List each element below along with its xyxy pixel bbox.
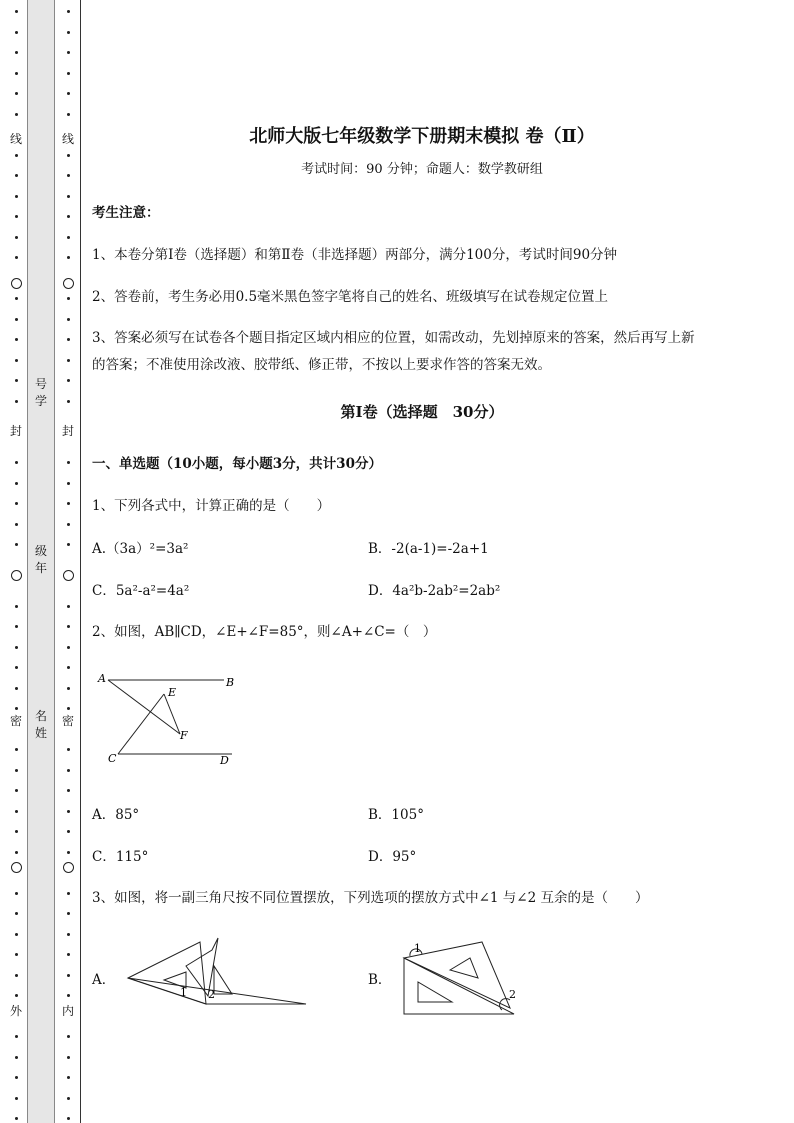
q3-option-b[interactable]: B． — [368, 972, 392, 988]
binding-dot — [15, 51, 18, 54]
binding-dot — [15, 666, 18, 669]
binding-dot — [67, 789, 70, 792]
binding-dot — [15, 10, 18, 13]
binding-dot — [15, 974, 18, 977]
margin-rule — [80, 0, 81, 1123]
label-d: D — [220, 754, 229, 767]
binding-dot — [15, 851, 18, 854]
page-title: 北师大版七年级数学下册期末模拟 卷（Ⅱ） — [249, 126, 595, 147]
exam-info: 考试时间：90 分钟；命题人：数学教研组 — [301, 162, 543, 177]
binding-dot — [15, 912, 18, 915]
q2-option-c[interactable]: C．115° — [92, 849, 149, 865]
binding-dot — [15, 646, 18, 649]
right-binding-mark: 内 — [61, 1004, 74, 1018]
binding-dot — [67, 851, 70, 854]
binding-dot — [67, 297, 70, 300]
binding-dot — [67, 154, 70, 157]
binding-dot — [67, 72, 70, 75]
question-1-stem: 1、下列各式中，计算正确的是（ ） — [92, 498, 331, 514]
binding-dot — [15, 502, 18, 505]
binding-dot — [67, 256, 70, 259]
field-grade: 级年 — [34, 544, 47, 575]
binding-dot — [15, 236, 18, 239]
binding-dot — [15, 92, 18, 95]
binding-dot — [67, 810, 70, 813]
q3-figure-b — [398, 938, 520, 1018]
binding-dot — [15, 1097, 18, 1100]
binding-dot — [67, 748, 70, 751]
left-binding-mark: 密 — [9, 714, 22, 728]
binding-dot — [67, 666, 70, 669]
label-c: C — [108, 752, 117, 765]
binding-dot — [15, 748, 18, 751]
binding-dot — [67, 646, 70, 649]
binding-dot — [67, 933, 70, 936]
binding-dot — [67, 769, 70, 772]
right-dotted-line — [61, 0, 74, 1123]
binding-dot — [15, 215, 18, 218]
field-student-id: 号学 — [34, 377, 47, 408]
binding-dot — [15, 892, 18, 895]
binding-dot — [15, 1117, 18, 1120]
q3-figure-a — [124, 936, 310, 1008]
binding-dot — [15, 297, 18, 300]
binding-dot — [67, 236, 70, 239]
binding-dot — [67, 51, 70, 54]
binding-dot — [15, 256, 18, 259]
binding-circle-icon — [11, 278, 22, 289]
binding-dot — [15, 318, 18, 321]
binding-dot — [15, 994, 18, 997]
binding-dot — [67, 543, 70, 546]
binding-dot — [67, 31, 70, 34]
left-binding-mark: 外 — [9, 1004, 22, 1018]
binding-circle-icon — [63, 570, 74, 581]
angle-2-label: 2 — [509, 988, 516, 1001]
binding-dot — [15, 1035, 18, 1038]
binding-dot — [67, 1056, 70, 1059]
q2-option-a[interactable]: A．85° — [92, 807, 140, 823]
q1-option-d[interactable]: D．4a²b-2ab²=2ab² — [368, 583, 501, 599]
q3-option-a[interactable]: A． — [92, 972, 116, 988]
binding-dot — [15, 1076, 18, 1079]
binding-dot — [15, 72, 18, 75]
question-2-stem: 2、如图，AB∥CD，∠E+∠F=85°，则∠A+∠C=（ ） — [92, 624, 437, 640]
binding-circle-icon — [63, 862, 74, 873]
binding-circle-icon — [11, 570, 22, 581]
left-binding-mark: 线 — [9, 132, 22, 146]
binding-dot — [67, 482, 70, 485]
angle-2-label: 2 — [208, 988, 215, 1001]
binding-dot — [15, 113, 18, 116]
binding-dot — [15, 195, 18, 198]
binding-dot — [67, 215, 70, 218]
binding-dot — [67, 912, 70, 915]
binding-dot — [67, 1117, 70, 1120]
binding-dot — [15, 338, 18, 341]
angle-1-label: 1 — [180, 986, 187, 999]
binding-dot — [67, 974, 70, 977]
notice-item-continued: 的答案；不准使用涂改液、胶带纸、修正带，不按以上要求作答的答案无效。 — [92, 357, 551, 373]
binding-dot — [67, 113, 70, 116]
binding-dot — [67, 994, 70, 997]
binding-dot — [67, 400, 70, 403]
binding-dot — [15, 461, 18, 464]
left-binding-mark: 封 — [9, 424, 22, 438]
label-a: A — [98, 672, 106, 685]
binding-dot — [15, 953, 18, 956]
binding-dot — [67, 605, 70, 608]
binding-dot — [67, 359, 70, 362]
binding-dot — [15, 605, 18, 608]
q1-option-c[interactable]: C．5a²-a²=4a² — [92, 583, 190, 599]
binding-dot — [15, 379, 18, 382]
binding-dot — [15, 789, 18, 792]
binding-dot — [15, 359, 18, 362]
binding-margin — [0, 0, 90, 1123]
binding-dot — [15, 482, 18, 485]
binding-dot — [67, 523, 70, 526]
binding-dot — [15, 523, 18, 526]
q2-option-b[interactable]: B．105° — [368, 807, 424, 823]
right-binding-mark: 封 — [61, 424, 74, 438]
part-title: 第Ⅰ卷（选择题 30分） — [340, 403, 504, 421]
binding-dot — [15, 154, 18, 157]
notice-item: 2、答卷前，考生务必用0.5毫米黑色签字笔将自己的姓名、班级填写在试卷规定位置上 — [92, 289, 609, 305]
binding-dot — [67, 92, 70, 95]
section-heading: 一、单选题（10小题，每小题3分，共计30分） — [92, 456, 382, 472]
q2-option-d[interactable]: D．95° — [368, 849, 417, 865]
binding-dot — [67, 338, 70, 341]
binding-dot — [67, 830, 70, 833]
left-dotted-line — [9, 0, 22, 1123]
q1-option-a[interactable]: A.（3a）²=3a² — [92, 541, 189, 557]
binding-dot — [67, 10, 70, 13]
right-binding-mark: 密 — [61, 714, 74, 728]
binding-dot — [15, 933, 18, 936]
binding-dot — [15, 543, 18, 546]
binding-dot — [67, 318, 70, 321]
q1-option-b[interactable]: B．-2(a-1)=-2a+1 — [368, 541, 489, 557]
binding-dot — [15, 707, 18, 710]
binding-dot — [67, 174, 70, 177]
binding-dot — [15, 625, 18, 628]
q2-figure — [92, 668, 252, 773]
angle-1-label: 1 — [414, 942, 421, 955]
binding-dot — [67, 1097, 70, 1100]
binding-dot — [67, 625, 70, 628]
notice-item: 3、答案必须写在试卷各个题目指定区域内相应的位置，如需改动，先划掉原来的答案，然后再写上新 — [92, 330, 695, 346]
binding-dot — [15, 400, 18, 403]
binding-dot — [67, 953, 70, 956]
binding-dot — [67, 707, 70, 710]
binding-dot — [67, 892, 70, 895]
binding-dot — [15, 174, 18, 177]
binding-dot — [67, 1035, 70, 1038]
binding-circle-icon — [11, 862, 22, 873]
notice-item: 1、本卷分第Ⅰ卷（选择题）和第Ⅱ卷（非选择题）两部分，满分100分，考试时间90分钟 — [92, 247, 618, 263]
label-e: E — [168, 686, 177, 699]
binding-dot — [15, 687, 18, 690]
binding-dot — [15, 830, 18, 833]
binding-dot — [15, 769, 18, 772]
binding-dot — [67, 379, 70, 382]
question-3-stem: 3、如图，将一副三角尺按不同位置摆放，下列选项的摆放方式中∠1 与∠2 互余的是（ ） — [92, 890, 649, 906]
binding-dot — [15, 1056, 18, 1059]
notice-heading: 考生注意： — [92, 205, 160, 221]
label-f: F — [180, 729, 188, 742]
binding-dot — [15, 810, 18, 813]
label-b: B — [226, 676, 235, 689]
binding-dot — [67, 687, 70, 690]
binding-dot — [67, 1076, 70, 1079]
binding-dot — [67, 502, 70, 505]
binding-dot — [67, 195, 70, 198]
binding-dot — [15, 31, 18, 34]
right-binding-mark: 线 — [61, 132, 74, 146]
binding-circle-icon — [63, 278, 74, 289]
binding-dot — [67, 461, 70, 464]
segment-ce — [118, 694, 164, 754]
field-name: 名姓 — [34, 709, 47, 740]
